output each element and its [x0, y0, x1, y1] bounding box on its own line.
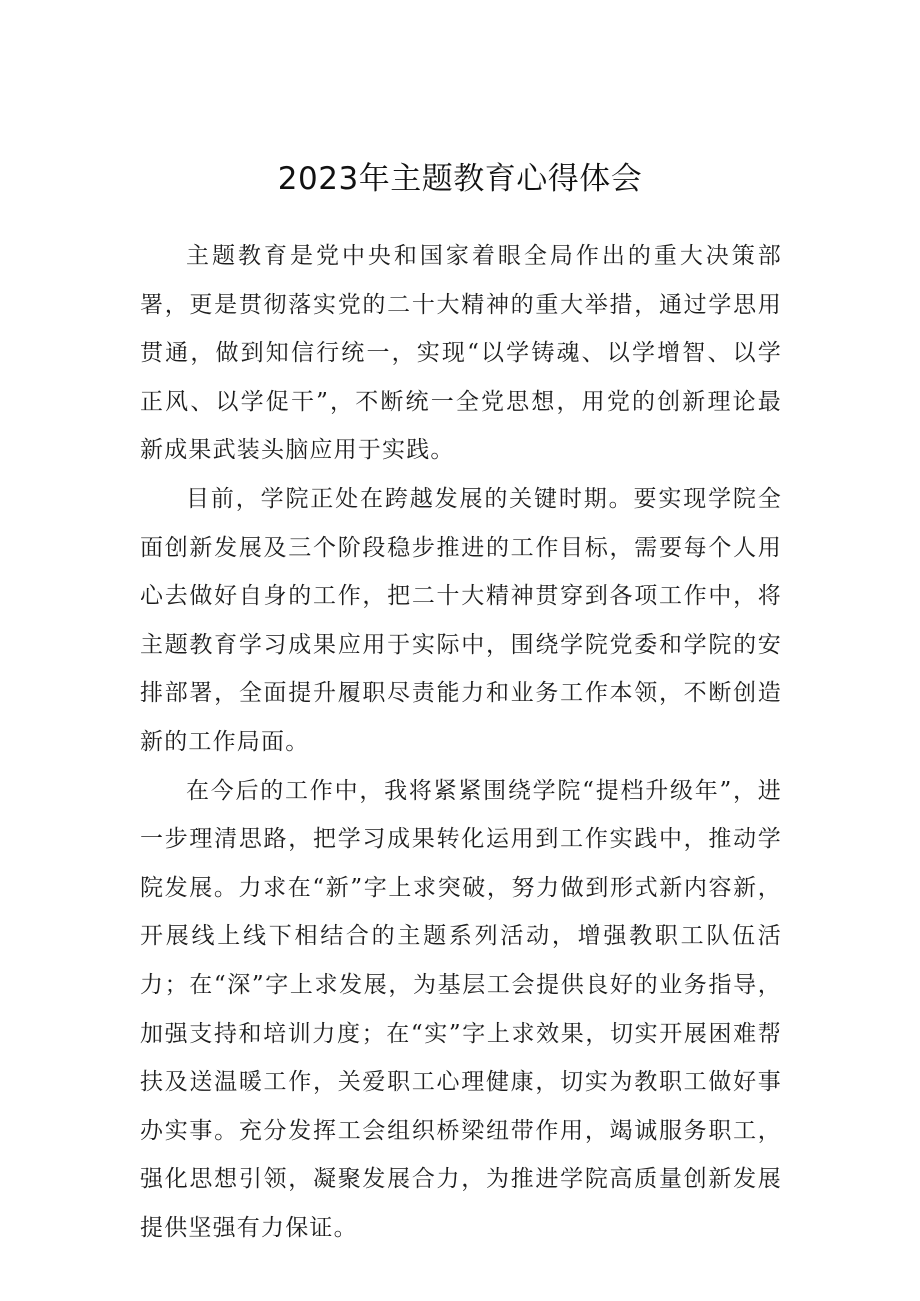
document-body: [140, 232, 782, 1252]
document-title: 2023年主题教育心得体会: [277, 160, 643, 197]
paragraph-3: 在今后的工作中，我将紧紧围绕学院“提档升级年”，进一步理清思路，把学习成果转化运用到工作实践中，推动学院发展。力求在“新”字上求突破，努力做到形式新内容新，开展线上线下相结合的主题系列活动，增强教职工队伍活力；在“深”字上求发展，为基层工会提供良好的业务指导，加强支持和培训力度；在“实”字上求效果，切实开展困难帮扶及送温暖工作，关爱职工心理健康，切实为教职工做好事办实事。充分发挥工会组织桥梁纽带作用，竭诚服务职工，强化思想引领，凝聚发展合力，为推进学院高质量创新发展提供坚强有力保证。: [140, 777, 782, 1241]
paragraph-1: 主题教育是党中央和国家着眼全局作出的重大决策部署，更是贯彻落实党的二十大精神的重大举措，通过学思用贯通，做到知信行统一，实现“以学铸魂、以学增智、以学正风、以学促干”，不断统一全党思想，用党的创新理论最新成果武装头脑应用于实践。: [140, 243, 782, 464]
paragraph-2: 目前，学院正处在跨越发展的关键时期。要实现学院全面创新发展及三个阶段稳步推进的工作目标，需要每个人用心去做好自身的工作，把二十大精神贯穿到各项工作中，将主题教育学习成果应用于实际中，围绕学院党委和学院的安排部署，全面提升履职尽责能力和业务工作本领，不断创造新的工作局面。: [140, 485, 782, 755]
